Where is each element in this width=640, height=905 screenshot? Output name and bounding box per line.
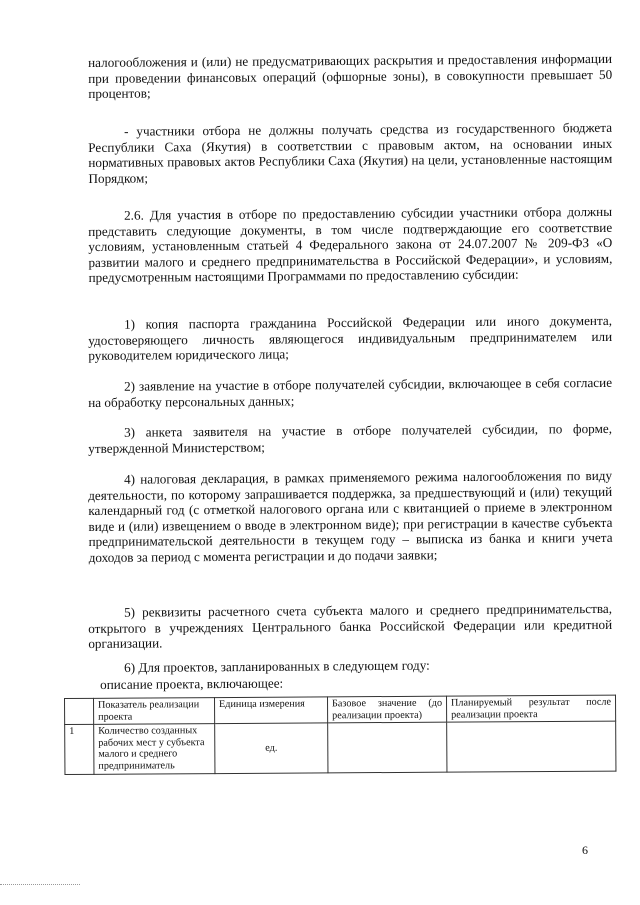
header-unit: Единица измерения (215, 697, 328, 724)
project-indicators-table (64, 695, 616, 775)
header-base-value: Базовое значение (до реализации проекта) (327, 696, 446, 723)
paragraph-offshore: налогообложения и (или) не предусматривающих раскрытия и предоставления информации при проведении финансовых операций (офшорные зоны), в совокупности превышает 50 процентов; (88, 50, 613, 102)
table-header-row (65, 695, 616, 725)
paragraph-budget-condition: - участники отбора не должны получать средства из государственного бюджета Республики Саха (Якутия) в соответствии с правовым актом, на основании иных нормативных правовых актов Республики Саха (Якутия) на цели, установленные настоящим Порядком; (88, 119, 613, 186)
list-item-projects: 6) Для проектов, запланированных в следующем году: (124, 657, 430, 675)
paragraph-documents-list: 2.6. Для участия в отборе по предоставлению субсидии участники отбора должны представить следующие документы, в том числе подтверждающие его соответствие условиям, установленным статьей 4 Федерального закона от 24.07.2007 № 209-ФЗ «О развитии малого и среднего предпринимательства в Российской Федерации», и условиям, предусмотренным настоящими Программами по предоставлению субсидии: (88, 203, 613, 286)
list-item-bank-details: 5) реквизиты расчетного счета субъекта малого и среднего предпринимательства, открытого в учреждениях Центрального банка Российской Федерации или кредитной организации. (88, 600, 613, 652)
row-indicator: Количество созданных рабочих мест у субъекта малого и среднего предприниматель (94, 724, 215, 774)
header-num (65, 698, 94, 724)
list-item-tax-declaration: 4) налоговая декларация, в рамках применяемого режима налогообложения по виду деятельности, по которому запрашивается поддержка, за предшествующий и (или) текущий календарный год (с отметкой налогового органа или с квитанцией о приеме в электронном виде и (или) извещением о вводе в электронном виде); при регистрации в качестве субъекта предпринимательской деятельности в текущем году – выписка из банка и книги учета доходов за период с момента регистрации и до подачи заявки; (88, 467, 613, 565)
page-number: 6 (582, 843, 588, 857)
list-item-passport: 1) копия паспорта гражданина Российской Федерации или иного документа, удостоверяющего личность являющегося индивидуальным предпринимателем или руководителем юридического лица; (88, 312, 613, 364)
row-planned-result (447, 721, 616, 771)
scan-edge-divider (0, 884, 80, 885)
list-item-project-description: описание проекта, включающее: (100, 675, 284, 692)
row-base-value (328, 722, 447, 772)
list-item-application: 2) заявление на участие в отборе получателей субсидии, включающее в себя согласие на обработку персональных данных; (88, 374, 613, 410)
list-item-questionnaire: 3) анкета заявителя на участие в отборе получателей субсидии, по форме, утвержденной Министерством; (88, 420, 613, 456)
table-row (65, 721, 616, 774)
row-unit: ед. (215, 723, 328, 773)
row-num: 1 (65, 725, 94, 775)
header-planned-result: Планируемый результат после реализации проекта (446, 695, 615, 722)
header-indicator: Показатель реализации проекта (94, 698, 215, 725)
